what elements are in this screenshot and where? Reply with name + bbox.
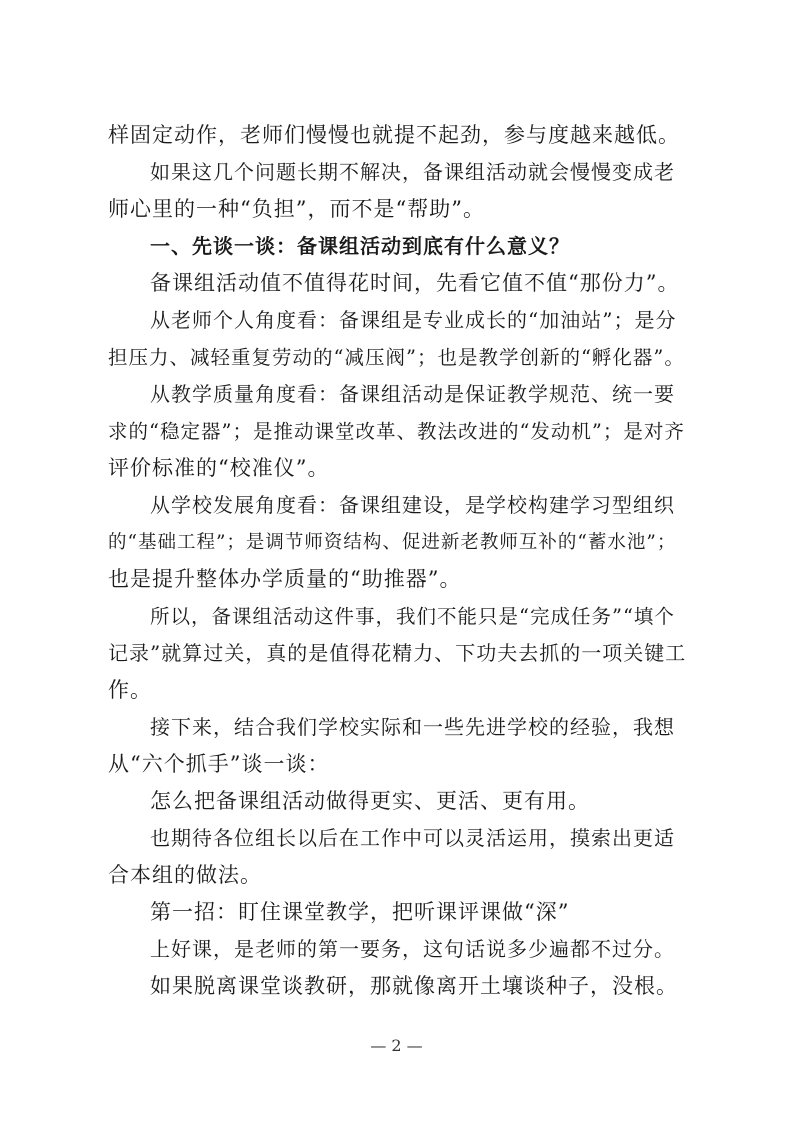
text-line: 师心里的一种“负担”，而不是“帮助”。 bbox=[108, 197, 485, 221]
text-line: 所以，备课组活动这件事，我们不能只是“完成任务”“填个 bbox=[150, 605, 675, 628]
text-line: 评价标准的“校准仪”。 bbox=[108, 456, 330, 480]
text-line: 样固定动作，老师们慢慢也就提不起劲，参与度越来越低。 bbox=[108, 123, 680, 147]
document-body bbox=[108, 117, 686, 1005]
text-line: 也是提升整体办学质量的“助推器”。 bbox=[108, 567, 462, 591]
text-line: 合本组的做法。 bbox=[108, 863, 262, 887]
text-line: 记录”就算过关，真的是值得花精力、下功夫去抓的一项关键工 bbox=[108, 641, 687, 665]
text-line: 也期待各位组长以后在工作中可以灵活运用，摸索出更适 bbox=[150, 826, 675, 850]
text-line: 担压力、减轻重复劳动的“减压阀”；也是教学创新的“孵化器”。 bbox=[108, 346, 685, 369]
text-line: 的“基础工程”；是调节师资结构、促进新老教师互补的“蓄水池”； bbox=[108, 532, 677, 553]
text-line: 接下来，结合我们学校实际和一些先进学校的经验，我想 bbox=[150, 715, 675, 739]
text-line: 备课组活动值不值得花时间，先看它值不值“那份力”。 bbox=[150, 271, 680, 295]
subheading-line: 第一招：盯住课堂教学，把听课评课做“深” bbox=[150, 900, 570, 924]
text-line: 如果脱离课堂谈教研，那就像离开土壤谈种子，没根。 bbox=[150, 974, 678, 998]
section-heading: 一、先谈一谈：备课组活动到底有什么意义？ bbox=[150, 234, 570, 258]
text-line: 怎么把备课组活动做得更实、更活、更有用。 bbox=[150, 789, 590, 813]
text-line: 作。 bbox=[108, 678, 152, 702]
page-number: — 2 — bbox=[370, 1036, 423, 1055]
text-line: 从老师个人角度看：备课组是专业成长的“加油站”；是分 bbox=[150, 308, 677, 332]
text-line: 求的“稳定器”；是推动课堂改革、教法改进的“发动机”；是对齐 bbox=[108, 420, 685, 443]
text-line: 如果这几个问题长期不解决，备课组活动就会慢慢变成老 bbox=[150, 160, 675, 184]
text-line: 上好课，是老师的第一要务，这句话说多少遍都不过分。 bbox=[150, 937, 675, 961]
text-line: 从教学质量角度看：备课组活动是保证教学规范、统一要 bbox=[150, 382, 675, 406]
text-line: 从“六个抓手”谈一谈： bbox=[108, 752, 330, 776]
text-line: 从学校发展角度看：备课组建设，是学校构建学习型组织 bbox=[150, 493, 675, 517]
